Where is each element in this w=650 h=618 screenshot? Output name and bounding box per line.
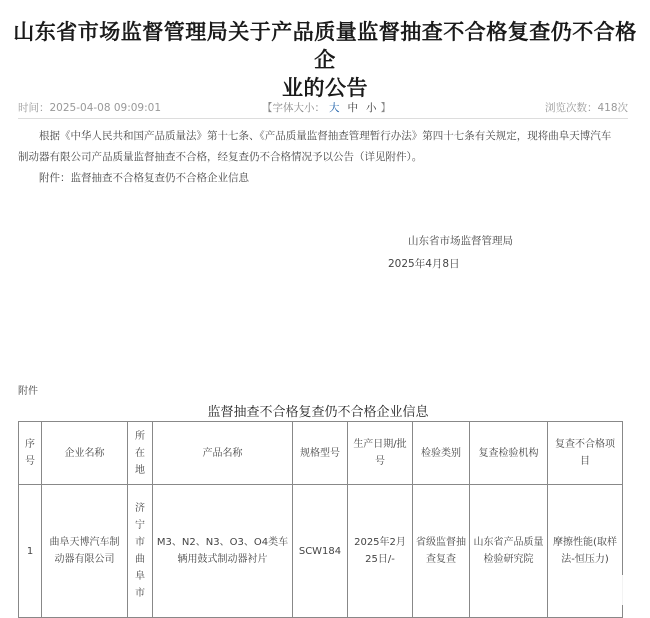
cell-category: 省级监督抽查复查 [413,485,470,618]
header-agency: 复查检验机构 [470,422,548,485]
font-size-suffix: 】 [380,102,391,114]
font-size-control [262,100,391,115]
font-size-medium-button[interactable]: 中 [347,102,358,114]
cell-date: 2025年2月25日/- [348,485,413,618]
header-product: 产品名称 [153,422,293,485]
header-index: 序号 [19,422,42,485]
table-header-row [19,422,623,485]
body-paragraph: 根据《中华人民共和国产品质量法》第十七条、《产品质量监督抽查管理暂行办法》第四十七条有关规定，现将曲阜天博汽车制动器有限公司产品质量监督抽查不合格，经复查仍不合格情况予以公告（详见附件）。 [18,130,612,163]
header-location: 所在地 [128,422,153,485]
font-size-prefix: 【字体大小： [262,102,325,114]
meta-bar [18,100,628,118]
header-model: 规格型号 [293,422,348,485]
signature-date: 2025年4月8日 [388,258,460,270]
cell-index: 1 [19,485,42,618]
cell-failed-item: 摩擦性能(取样法-恒压力) [548,485,623,618]
table-title: 监督抽查不合格复查仍不合格企业信息 [207,405,429,420]
font-size-small-button[interactable]: 小 [366,102,377,114]
nonconforming-enterprise-table [18,421,623,618]
article-title [10,18,640,102]
title-line-2: 业的公告 [282,76,368,100]
cell-model: SCW184 [293,485,348,618]
attachment-line[interactable]: 附件：监督抽查不合格复查仍不合格企业信息 [39,172,249,184]
header-date: 生产日期/批号 [348,422,413,485]
title-line-1: 山东省市场监督管理局关于产品质量监督抽查不合格复查仍不合格企 [13,20,637,72]
header-company: 企业名称 [42,422,128,485]
table-row [19,485,623,618]
cell-agency: 山东省产品质量检验研究院 [470,485,548,618]
cell-product: M3、N2、N3、O3、O4类车辆用鼓式制动器衬片 [153,485,293,618]
meta-divider [18,118,628,119]
attachment-label: 附件 [18,386,38,397]
view-count: 浏览次数：418次 [544,102,628,114]
font-size-large-button[interactable]: 大 [329,102,340,114]
header-failed-item: 复查不合格项目 [548,422,623,485]
publish-time: 时间：2025-04-08 09:09:01 [18,102,162,114]
watermark-blur [600,575,630,605]
header-category: 检验类别 [413,422,470,485]
cell-company: 曲阜天博汽车制动器有限公司 [42,485,128,618]
signature-org: 山东省市场监督管理局 [408,235,513,247]
cell-location: 济宁市曲阜市 [128,485,153,618]
